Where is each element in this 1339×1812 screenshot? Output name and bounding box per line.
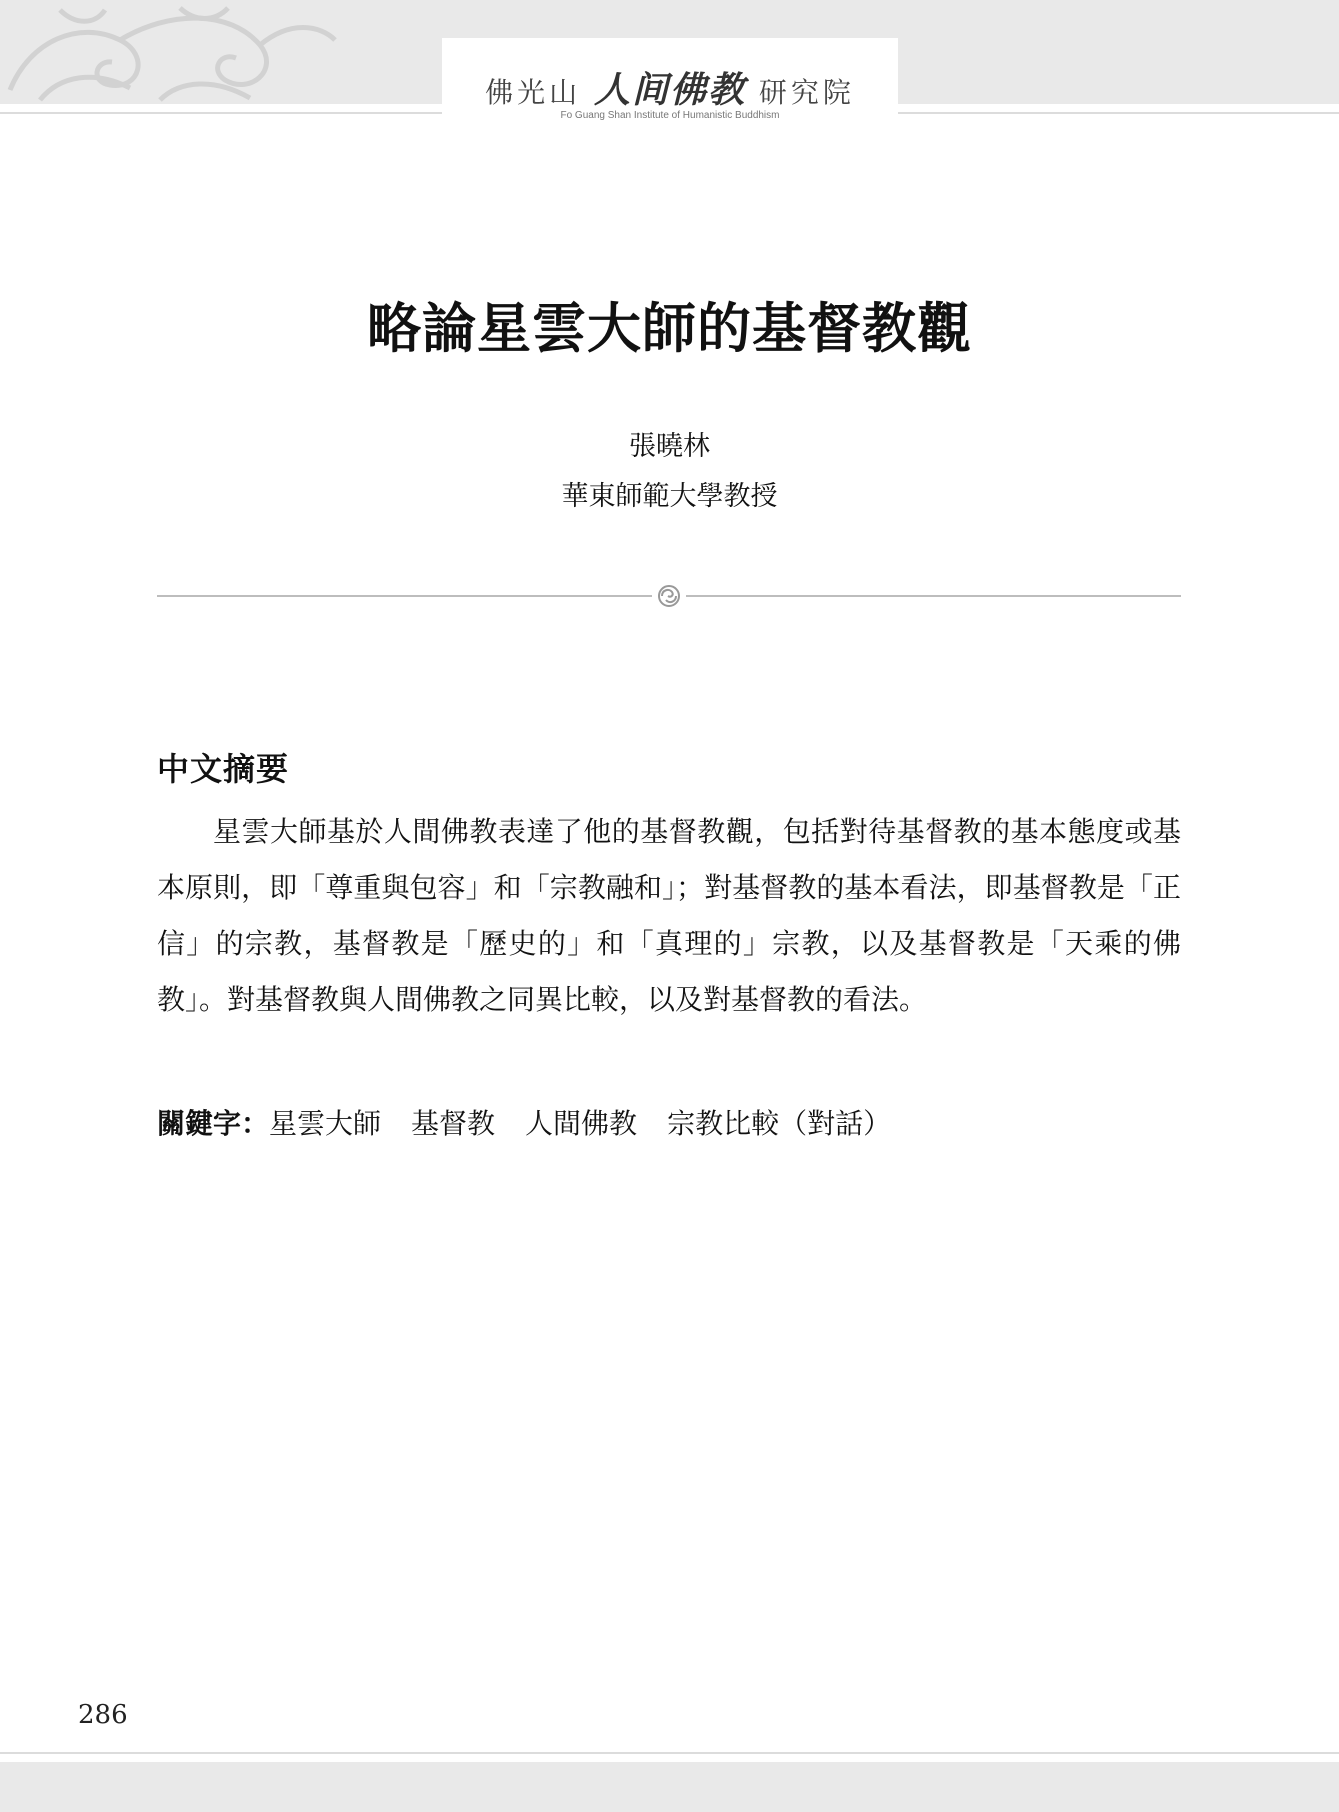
abstract-body	[157, 804, 1181, 1028]
page-number: 286	[78, 1700, 128, 1730]
keyword-item: 基督教	[411, 1107, 496, 1140]
institute-name-suffix: 研究院	[758, 76, 855, 109]
footer-band	[0, 1762, 1339, 1812]
author-name: 張曉林	[629, 431, 710, 462]
abstract-paragraph: 星雲大師基於人間佛教表達了他的基督教觀，包括對待基督教的基本態度或基本原則，即「尊重與包容」和「宗教融和」；對基督教的基本看法，即基督教是「正信」的宗教，基督教是「歷史的」和「真理的」宗教，以及基督教是「天乘的佛教」。對基督教與人間佛教之同異比較，以及對基督教的看法。	[157, 815, 1181, 1016]
institute-name-calligraphy: 人间佛教	[593, 69, 746, 111]
institute-english-name: Fo Guang Shan Institute of Humanistic Buddhism	[560, 110, 780, 121]
author-affiliation: 華東師範大學教授	[561, 481, 778, 512]
cloud-ornament-icon	[652, 582, 686, 610]
keyword-item: 宗教比較（對話）	[667, 1107, 892, 1140]
footer-rule	[0, 1752, 1339, 1754]
institute-logo	[442, 38, 898, 126]
keywords-line	[157, 1102, 1181, 1142]
institute-name-prefix: 佛光山	[485, 76, 582, 109]
keywords-label: 關鍵字：	[157, 1107, 270, 1140]
abstract-heading: 中文摘要	[157, 750, 290, 788]
floral-ornament-icon	[0, 0, 340, 104]
article-title: 略論星雲大師的基督教觀	[367, 296, 972, 360]
keyword-item: 星雲大師	[269, 1107, 382, 1140]
keyword-item: 人間佛教	[525, 1107, 638, 1140]
institute-name	[442, 62, 898, 113]
